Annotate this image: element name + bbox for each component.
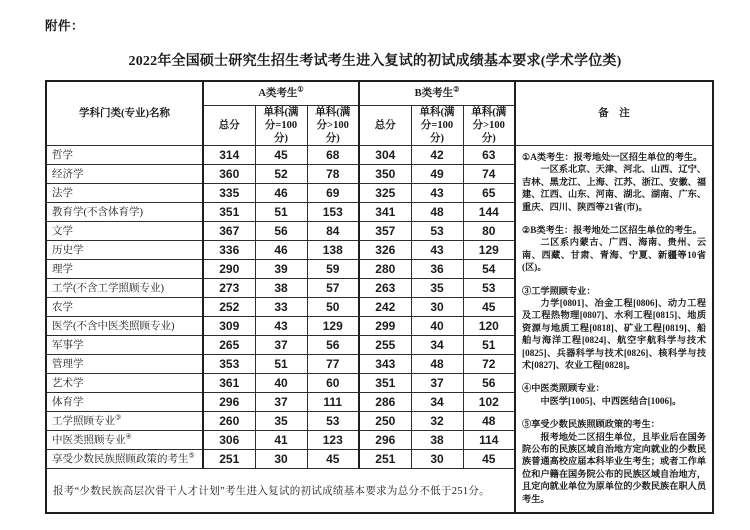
score-cell: 56: [307, 335, 359, 354]
score-cell: 53: [463, 278, 515, 297]
remark-paragraph: 一区系北京、天津、河北、山西、辽宁、吉林、黑龙江、上海、江苏、浙江、安徽、福建、江西、山东、河南、湖北、湖南、广东、重庆、四川、陕西等21省(市)。: [522, 164, 707, 212]
score-cell: 335: [203, 183, 255, 202]
score-cell: 40: [255, 373, 307, 392]
score-cell: 32: [411, 411, 463, 430]
score-cell: 111: [307, 392, 359, 411]
score-cell: 341: [359, 202, 411, 221]
score-cell: 60: [307, 373, 359, 392]
score-cell: 129: [307, 316, 359, 335]
score-cell: 38: [255, 278, 307, 297]
score-cell: 255: [359, 335, 411, 354]
score-cell: 59: [307, 259, 359, 278]
score-cell: 33: [255, 297, 307, 316]
subject-label: 法学: [52, 188, 73, 200]
score-cell: 123: [307, 430, 359, 449]
score-cell: 34: [411, 335, 463, 354]
subject-cell: [46, 297, 203, 316]
score-cell: 30: [411, 297, 463, 316]
score-cell: 309: [203, 316, 255, 335]
score-cell: 45: [463, 449, 515, 468]
remark-paragraph: 力学[0801]、冶金工程[0806]、动力工程及工程热物理[0807]、水利工程[0815]、地质资源与地质工程[0818]、矿业工程[0819]、船舶与海洋工程[0824]、航空宇航科学与技术[0825]、兵器科学与技术[0826]、核科学与技术[0827]、农业工程[0828]。: [522, 297, 707, 370]
remarks-cell: [515, 145, 713, 513]
score-cell: 56: [463, 373, 515, 392]
score-cell: 361: [203, 373, 255, 392]
subject-cell: [46, 164, 203, 183]
score-cell: 367: [203, 221, 255, 240]
remark-paragraph: ③工学照顾专业：: [522, 285, 596, 296]
subject-label: 工学照顾专业: [52, 416, 115, 428]
score-cell: 65: [463, 183, 515, 202]
page-title: 2022年全国硕士研究生招生考试考生进入复试的初试成绩基本要求(学术学位类): [128, 54, 622, 69]
score-cell: 114: [463, 430, 515, 449]
score-cell: 74: [463, 164, 515, 183]
score-cell: 251: [203, 449, 255, 468]
score-cell: 299: [359, 316, 411, 335]
score-cell: 36: [411, 259, 463, 278]
score-cell: 325: [359, 183, 411, 202]
remark-note: [522, 418, 706, 505]
score-cell: 57: [307, 278, 359, 297]
subject-label: 农学: [52, 302, 73, 314]
score-cell: 50: [307, 297, 359, 316]
subject-cell: [46, 202, 203, 221]
table-row: [46, 145, 713, 164]
score-cell: 343: [359, 354, 411, 373]
score-cell: 43: [255, 316, 307, 335]
score-cell: 46: [255, 183, 307, 202]
score-cell: 260: [203, 411, 255, 430]
score-cell: 43: [411, 183, 463, 202]
remark-note: [522, 382, 706, 407]
subject-cell: [46, 411, 203, 430]
subject-cell: [46, 145, 203, 164]
score-cell: 54: [463, 259, 515, 278]
subject-cell: [46, 392, 203, 411]
score-cell: 286: [359, 392, 411, 411]
score-cell: 30: [255, 449, 307, 468]
score-cell: 52: [255, 164, 307, 183]
score-cell: 80: [463, 221, 515, 240]
remark-paragraph: ①A类考生：报考地处一区招生单位的考生。: [522, 151, 703, 162]
column-header-single-over100-a: 单科(满分>100分): [307, 105, 359, 145]
header-row-groups: [46, 81, 713, 105]
score-cell: 37: [255, 392, 307, 411]
score-cell: 252: [203, 297, 255, 316]
subject-label: 哲学: [52, 150, 73, 162]
score-cell: 153: [307, 202, 359, 221]
subject-label: 文学: [52, 226, 73, 238]
subject-label: 管理学: [52, 359, 84, 371]
subject-cell: [46, 221, 203, 240]
subject-cell: [46, 430, 203, 449]
score-cell: 51: [255, 202, 307, 221]
attachment-label: 附件：: [45, 19, 85, 33]
subject-footnote-mark: ④: [125, 432, 132, 441]
subject-label: 体育学: [52, 397, 84, 409]
score-cell: 39: [255, 259, 307, 278]
score-cell: 42: [411, 145, 463, 164]
score-cell: 129: [463, 240, 515, 259]
subject-cell: [46, 183, 203, 202]
column-header-single100-a: 单科(满分=100分): [255, 105, 307, 145]
score-cell: 51: [255, 354, 307, 373]
score-cell: 45: [463, 297, 515, 316]
score-cell: 351: [203, 202, 255, 221]
group-b-footnote-mark: ②: [453, 85, 460, 94]
score-cell: 53: [307, 411, 359, 430]
score-cell: 242: [359, 297, 411, 316]
score-cell: 273: [203, 278, 255, 297]
subject-cell: [46, 240, 203, 259]
column-header-total-b: 总分: [359, 105, 411, 145]
remark-note: [522, 224, 706, 274]
score-cell: 49: [411, 164, 463, 183]
score-cell: 251: [359, 449, 411, 468]
footer-note: 报考“少数民族高层次骨干人才计划”考生进入复试的初试成绩基本要求为总分不低于251分。: [46, 468, 515, 513]
score-cell: 314: [203, 145, 255, 164]
subject-cell: [46, 316, 203, 335]
score-cell: 353: [203, 354, 255, 373]
score-cell: 357: [359, 221, 411, 240]
remark-note: [522, 285, 706, 372]
score-cell: 41: [255, 430, 307, 449]
subject-label: 艺术学: [52, 378, 84, 390]
score-cell: 326: [359, 240, 411, 259]
score-cell: 48: [411, 354, 463, 373]
score-cell: 144: [463, 202, 515, 221]
score-cell: 38: [411, 430, 463, 449]
score-cell: 263: [359, 278, 411, 297]
subject-footnote-mark: ⑤: [188, 451, 195, 460]
score-cell: 120: [463, 316, 515, 335]
subject-label: 工学(不含工学照顾专业): [52, 283, 164, 295]
score-cell: 45: [307, 449, 359, 468]
subject-label: 享受少数民族照顾政策的考生: [52, 454, 189, 466]
subject-label: 医学(不含中医类照顾专业): [52, 321, 175, 333]
subject-footnote-mark: ③: [115, 413, 122, 422]
subject-label: 历史学: [52, 245, 84, 257]
score-cell: 78: [307, 164, 359, 183]
score-cell: 45: [255, 145, 307, 164]
table-header: [46, 81, 713, 145]
subject-label: 中医类照顾专业: [52, 435, 126, 447]
subject-label: 经济学: [52, 169, 84, 181]
column-header-remarks: 备 注: [515, 81, 713, 145]
column-header-single100-b: 单科(满分=100分): [411, 105, 463, 145]
score-cell: 69: [307, 183, 359, 202]
score-cell: 40: [411, 316, 463, 335]
subject-label: 理学: [52, 264, 73, 276]
score-cell: 48: [411, 202, 463, 221]
score-cell: 68: [307, 145, 359, 164]
score-cell: 290: [203, 259, 255, 278]
remark-paragraph: ⑤享受少数民族照顾政策的考生：: [522, 419, 660, 430]
remark-paragraph: 中医学[1005]、中西医结合[1006]。: [540, 395, 682, 406]
column-header-single-over100-b: 单科(满分>100分): [463, 105, 515, 145]
score-cell: 35: [411, 278, 463, 297]
score-cell: 53: [411, 221, 463, 240]
score-cell: 336: [203, 240, 255, 259]
subject-cell: [46, 449, 203, 468]
remark-paragraph: ②B类考生：报考地处二区招生单位的考生。: [522, 224, 702, 235]
score-cell: 56: [255, 221, 307, 240]
column-header-group-a: [203, 81, 359, 105]
subject-cell: [46, 259, 203, 278]
group-b-label: B类考生: [414, 87, 454, 99]
score-cell: 43: [411, 240, 463, 259]
remark-paragraph: 二区系内蒙古、广西、海南、贵州、云南、西藏、甘肃、青海、宁夏、新疆等10省(区)。: [522, 237, 707, 273]
score-cell: 138: [307, 240, 359, 259]
remark-paragraph: 报考地处二区招生单位，且毕业后在国务院公布的民族区域自治地方定向就业的少数民族普通高校应届本科毕业生考生；或者工作单位和户籍在国务院公布的民族区域自治地方，且定向就业单位为原单位的少数民族在职人员考生。: [522, 431, 707, 504]
group-a-label: A类考生: [258, 87, 298, 99]
subject-cell: [46, 278, 203, 297]
score-cell: 296: [203, 392, 255, 411]
score-cell: 102: [463, 392, 515, 411]
table-body: [46, 145, 713, 513]
score-cell: 34: [411, 392, 463, 411]
score-cell: 304: [359, 145, 411, 164]
score-cell: 37: [255, 335, 307, 354]
score-cell: 351: [359, 373, 411, 392]
score-cell: 280: [359, 259, 411, 278]
score-cell: 265: [203, 335, 255, 354]
score-cell: 51: [463, 335, 515, 354]
column-header-group-b: [359, 81, 515, 105]
subject-cell: [46, 373, 203, 392]
score-cell: 30: [411, 449, 463, 468]
remark-note: [522, 151, 706, 213]
remark-paragraph: ④中医类照顾专业：: [522, 383, 605, 394]
score-cell: 360: [203, 164, 255, 183]
score-cell: 37: [411, 373, 463, 392]
score-cell: 306: [203, 430, 255, 449]
score-cell: 84: [307, 221, 359, 240]
column-header-subject: 学科门类(专业)名称: [46, 81, 203, 145]
subject-cell: [46, 335, 203, 354]
subject-label: 教育学(不含体育学): [52, 207, 143, 219]
score-cell: 350: [359, 164, 411, 183]
score-cell: 77: [307, 354, 359, 373]
column-header-total-a: 总分: [203, 105, 255, 145]
score-cell: 296: [359, 430, 411, 449]
score-table: [45, 80, 714, 514]
score-cell: 35: [255, 411, 307, 430]
group-a-footnote-mark: ①: [297, 85, 304, 94]
score-cell: 46: [255, 240, 307, 259]
score-cell: 48: [463, 411, 515, 430]
subject-label: 军事学: [52, 340, 84, 352]
subject-cell: [46, 354, 203, 373]
score-cell: 250: [359, 411, 411, 430]
score-cell: 72: [463, 354, 515, 373]
score-cell: 63: [463, 145, 515, 164]
